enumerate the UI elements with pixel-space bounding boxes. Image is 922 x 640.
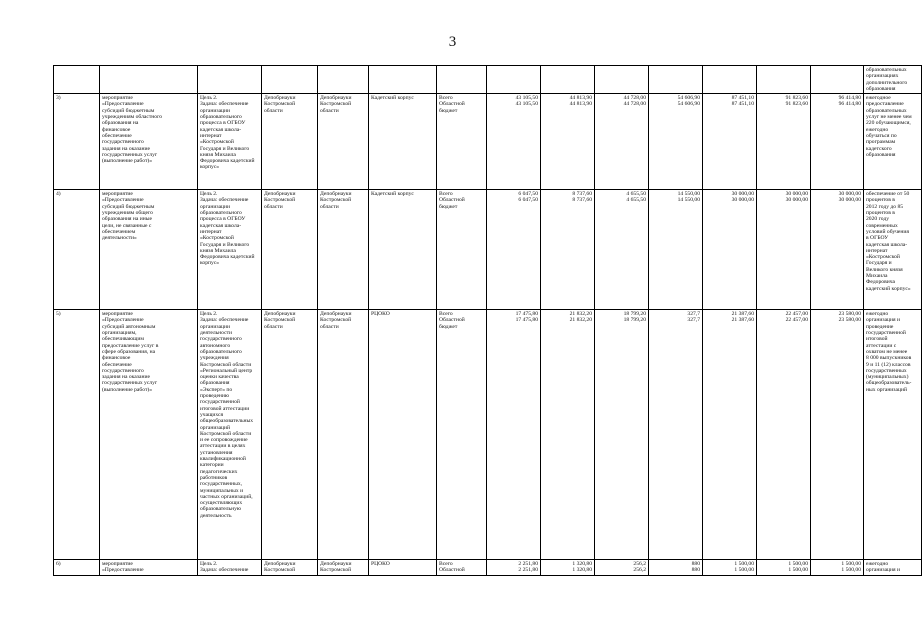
cell-coexecutor: Депобрнауки Костромской области bbox=[262, 190, 318, 310]
table-row-activity-3 bbox=[54, 94, 922, 190]
cell-empty bbox=[262, 66, 318, 94]
cell-year-2014: 1 320,80 1 320,80 bbox=[541, 560, 595, 576]
cell-year-2016: 54 606,90 54 606,90 bbox=[649, 94, 703, 190]
cell-year-2016: 14 550,00 14 550,00 bbox=[649, 190, 703, 310]
cell-empty bbox=[100, 66, 198, 94]
cell-year-2019: 23 580,00 23 580,00 bbox=[811, 310, 864, 560]
cell-year-2016: 880 880 bbox=[649, 560, 703, 576]
cell-number: 6) bbox=[54, 560, 100, 576]
cell-year-2019: 96 414,80 96 414,80 bbox=[811, 94, 864, 190]
program-activities-table bbox=[53, 65, 922, 576]
cell-goal: Цель 2. Задача: обеспечение организации деятельности государственного автономного образовательного учреждения Костромской области «Региональный центр оценки качества образования «Эксперт» по проведению государственной итоговой аттестации учащихся общеобразовательных организаций Костромской области и ее сопровождение аттестации в целях установления квалификационной категории педагогических работников государственных, муниципальных и частных организаций, осуществляющих образовательную деятельность bbox=[198, 310, 262, 560]
cell-total: 43 105,50 43 105,50 bbox=[487, 94, 541, 190]
cell-empty bbox=[541, 66, 595, 94]
cell-number: 4) bbox=[54, 190, 100, 310]
cell-year-2018: 91 823,60 91 823,60 bbox=[757, 94, 811, 190]
cell-participant: Кадетский корпус bbox=[369, 94, 437, 190]
page-number: 3 bbox=[448, 34, 457, 50]
cell-goal: Цель 2. Задача: обеспечение организации образовательного процесса в ОГБОУ кадетская школа- интернат «Костромской Государя и Великого князя Михаила Федоровича кадетский корпус» bbox=[198, 94, 262, 190]
cell-year-2018: 30 000,00 30 000,00 bbox=[757, 190, 811, 310]
cell-year-2015: 4 655,50 4 655,50 bbox=[595, 190, 649, 310]
cell-year-2017: 21 387,60 21 387,60 bbox=[703, 310, 757, 560]
cell-year-2014: 8 737,60 8 737,60 bbox=[541, 190, 595, 310]
cell-participant: Кадетский корпус bbox=[369, 190, 437, 310]
cell-executor: Депобрнауки Костромской области bbox=[318, 310, 369, 560]
cell-empty bbox=[703, 66, 757, 94]
cell-empty bbox=[649, 66, 703, 94]
cell-executor: Депобрнауки Костромской области bbox=[318, 190, 369, 310]
cell-empty bbox=[811, 66, 864, 94]
cell-empty bbox=[595, 66, 649, 94]
cell-goal: Цель 2. Задача: обеспечение организации образовательного процесса в ОГБОУ кадетская школа- интернат «Костромской Государя и Великого князя Михаила Федоровича кадетский корпус» bbox=[198, 190, 262, 310]
cell-activity: мероприятие «Предоставление субсидий бюджетным учреждениям общего образования на иные цели, не связанные с обеспечением деятельности» bbox=[100, 190, 198, 310]
cell-outcome: обеспечение от 50 процентов в 2012 году до 85 процентов в 2020 году современных условий обучения в ОГБОУ кадетская школа- интернат «Костромской Государя и Великого князя Михаила Федоровича кадетский корпус» bbox=[864, 190, 922, 310]
table-row-activity-4 bbox=[54, 190, 922, 310]
cell-year-2015: 44 728,00 44 728,00 bbox=[595, 94, 649, 190]
cell-year-2017: 87 451,10 87 451,10 bbox=[703, 94, 757, 190]
cell-total: 2 251,80 2 251,80 bbox=[487, 560, 541, 576]
cell-funding-source: Всего Областной бюджет bbox=[437, 310, 487, 560]
cell-empty bbox=[369, 66, 437, 94]
table-row-activity-5 bbox=[54, 310, 922, 560]
cell-year-2014: 21 832,20 21 832,20 bbox=[541, 310, 595, 560]
cell-activity: мероприятие «Предоставление bbox=[100, 560, 198, 576]
cell-coexecutor: Депобрнауки Костромской области bbox=[262, 94, 318, 190]
cell-empty bbox=[757, 66, 811, 94]
cell-year-2015: 256,2 256,2 bbox=[595, 560, 649, 576]
cell-year-2019: 30 000,00 30 000,00 bbox=[811, 190, 864, 310]
cell-activity: мероприятие «Предоставление субсидий автономным организациям, обеспечивающим предоставление услуг в сфере образования, на финансовое обеспечение государственного задания на оказание государственных услуг (выполнение работ)» bbox=[100, 310, 198, 560]
cell-funding-source: Всего Областной бюджет bbox=[437, 94, 487, 190]
cell-participant: РЦОКО bbox=[369, 310, 437, 560]
cell-executor: Депобрнауки Костромской bbox=[318, 560, 369, 576]
cell-year-2016: 327,7 327,7 bbox=[649, 310, 703, 560]
cell-executor: Депобрнауки Костромской области bbox=[318, 94, 369, 190]
cell-empty bbox=[54, 66, 100, 94]
cell-goal: Цель 2. Задача: обеспечение bbox=[198, 560, 262, 576]
cell-year-2015: 18 799,20 18 799,20 bbox=[595, 310, 649, 560]
cell-number: 5) bbox=[54, 310, 100, 560]
cell-year-2014: 44 813,90 44 813,90 bbox=[541, 94, 595, 190]
cell-number: 3) bbox=[54, 94, 100, 190]
cell-year-2017: 30 000,00 30 000,00 bbox=[703, 190, 757, 310]
cell-participant: РЦОКО bbox=[369, 560, 437, 576]
cell-empty bbox=[318, 66, 369, 94]
cell-outcome: ежегодно организация и bbox=[864, 560, 922, 576]
cell-total: 17 475,80 17 475,80 bbox=[487, 310, 541, 560]
cell-outcome: ежегодное предоставление образовательных услуг не менее чем 220 обучающимся, ежегодно обучаться по программам кадетского образования bbox=[864, 94, 922, 190]
cell-outcome: образовательных организациях дополнительного образования bbox=[864, 66, 922, 94]
table-row-continuation bbox=[54, 66, 922, 94]
cell-empty bbox=[487, 66, 541, 94]
cell-year-2018: 1 500,00 1 500,00 bbox=[757, 560, 811, 576]
cell-year-2019: 1 500,00 1 500,00 bbox=[811, 560, 864, 576]
cell-empty bbox=[198, 66, 262, 94]
cell-empty bbox=[437, 66, 487, 94]
cell-coexecutor: Депобрнауки Костромской bbox=[262, 560, 318, 576]
cell-year-2018: 22 457,00 22 457,00 bbox=[757, 310, 811, 560]
cell-activity: мероприятие «Предоставление субсидий бюджетным учреждениям областного образования на финансовое обеспечение государственного задания на оказание государственных услуг (выполнение работ)» bbox=[100, 94, 198, 190]
table-row-activity-6 bbox=[54, 560, 922, 576]
cell-outcome: ежегодно организация и проведение государственной итоговой аттестации с охватом не менее 8 000 выпускников 9 и 11 (12) классов государственных (муниципальных) общеобразователь- ных организаций bbox=[864, 310, 922, 560]
cell-year-2017: 1 500,00 1 500,00 bbox=[703, 560, 757, 576]
cell-total: 6 047,50 6 047,50 bbox=[487, 190, 541, 310]
cell-funding-source: Всего Областной bbox=[437, 560, 487, 576]
cell-coexecutor: Депобрнауки Костромской области bbox=[262, 310, 318, 560]
cell-funding-source: Всего Областной бюджет bbox=[437, 190, 487, 310]
